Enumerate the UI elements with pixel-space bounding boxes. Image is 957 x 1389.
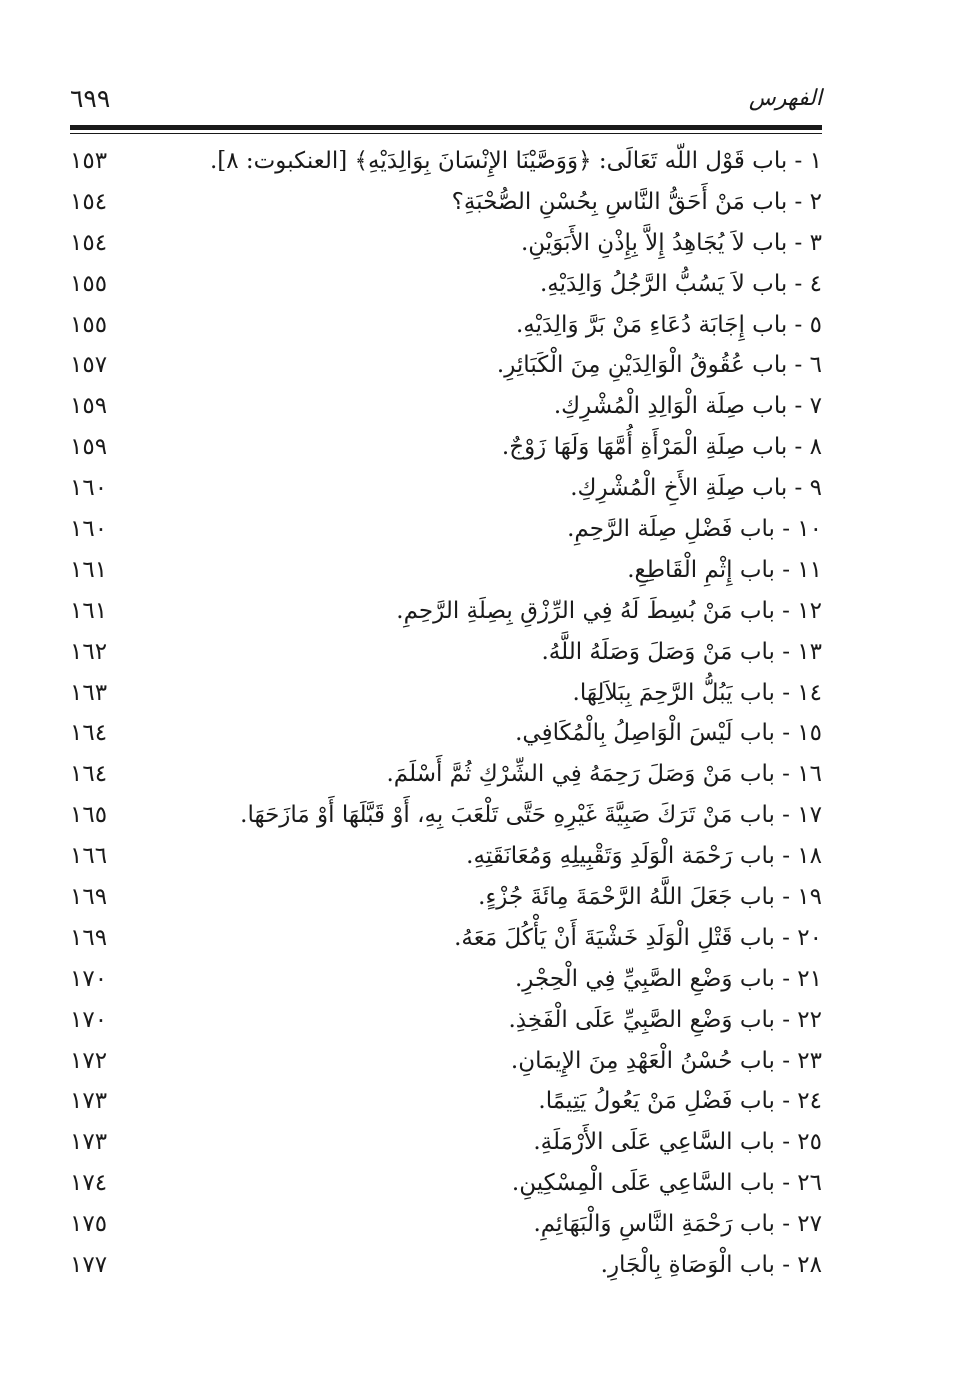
header-rule-thin	[70, 133, 822, 134]
toc-entry-page-number: ١٧٣	[70, 1088, 108, 1115]
toc-entry	[70, 263, 822, 304]
toc-entry-page-number: ١٦٣	[70, 679, 108, 706]
toc-entry-title: ٢٣ - باب حُسْنُ الْعَهْدِ مِنَ الإِيمَانِ.	[510, 1047, 822, 1074]
toc-entry	[70, 672, 822, 713]
toc-entry-page-number: ١٦٢	[70, 638, 108, 665]
toc-entry-title: ٣ - باب لاَ يُجَاهِدُ إِلاَّ بِإِذْنِ الأَبَوَيْنِ.	[520, 229, 822, 256]
toc-entry-page-number: ١٦٠	[70, 516, 108, 543]
toc-entry	[70, 304, 822, 345]
toc-entry-title: ٢٧ - باب رَحْمَةِ النَّاسِ وَالْبَهَائِمِ.	[533, 1211, 822, 1238]
toc-entry	[70, 1040, 822, 1081]
toc-entry	[70, 1244, 822, 1285]
toc-entry-page-number: ١٦٤	[70, 720, 108, 747]
toc-entry	[70, 1162, 822, 1203]
toc-entry-title: ٢٨ - باب الْوَصَاةِ بِالْجَارِ.	[600, 1252, 822, 1279]
toc-entry-page-number: ١٦٩	[70, 924, 108, 951]
toc-entry	[70, 917, 822, 958]
toc-entry-page-number: ١٥٥	[70, 311, 108, 338]
toc-entry-page-number: ١٥٧	[70, 352, 108, 379]
toc-entry-title: ١٣ - باب مَنْ وَصَلَ وَصَلَهُ اللَّهُ.	[541, 638, 822, 665]
toc-entry-title: ٢٢ - باب وَضْعِ الصَّبِيِّ عَلَى الْفَخِذِ.	[508, 1006, 822, 1033]
toc-entry	[70, 590, 822, 631]
toc-entry-page-number: ١٧٥	[70, 1211, 108, 1238]
running-title: الفهرس	[748, 86, 822, 111]
toc-entry-title: ١٨ - باب رَحْمَة الْوَلَدِ وَتَقْبِيلِهِ وَمُعَانَقَتِهِ.	[466, 843, 822, 870]
toc-entry-title: ١٧ - باب مَنْ تَرَكَ صَبِيَّةَ غَيْرِهِ حَتَّى تَلْعَبَ بِهِ، أَوْ قَبَّلَهَا أَوْ مَازَحَهَا.	[240, 802, 822, 829]
toc-entry	[70, 222, 822, 263]
page-header	[70, 84, 822, 124]
toc-entry-title: ٢٥ - باب السَّاعِي عَلَى الأَرْمَلَةِ.	[533, 1129, 822, 1156]
toc-entry	[70, 344, 822, 385]
toc-entry	[70, 467, 822, 508]
toc-entry-page-number: ١٧٠	[70, 1006, 108, 1033]
toc-entry	[70, 181, 822, 222]
toc-entry-page-number: ١٧٢	[70, 1047, 108, 1074]
toc-entry-title: ١ - باب قَوْل اللّه تَعَالَى: ﴿وَوَصَّيْنَا الإِنْسَانَ بِوَالِدَيْهِ﴾ [العنكبوت: ٨].	[209, 148, 822, 174]
toc-entry	[70, 753, 822, 794]
toc-entry-title: ١٢ - باب مَنْ بُسِطَ لَهُ فِي الرِّزْقِ بِصِلَةِ الرَّحِمِ.	[396, 597, 822, 624]
toc-entry-title: ١٠ - باب فَضْلِ صِلَة الرَّحِمِ.	[567, 516, 822, 543]
toc-entry-page-number: ١٦٤	[70, 761, 108, 788]
toc-entry	[70, 999, 822, 1040]
toc-entry-title: ٢١ - باب وَضْعِ الصَّبِيِّ فِي الْحِجْرِ.	[514, 965, 822, 992]
toc-entry-page-number: ١٥٤	[70, 229, 108, 256]
toc-entry-page-number: ١٦٥	[70, 802, 108, 829]
toc-entry	[70, 385, 822, 426]
toc-entry-page-number: ١٧٣	[70, 1129, 108, 1156]
toc-entry-title: ٦ - باب عُقُوقُ الْوَالِدَيْنِ مِنَ الْكَبَائِرِ.	[496, 352, 822, 379]
toc-entry-title: ١٩ - باب جَعَلَ اللَّهُ الرَّحْمَةَ مِائَةَ جُزْءٍ.	[478, 884, 822, 911]
toc-entry-title: ٩ - باب صِلَةِ الأَخِ الْمُشْرِكِ.	[570, 475, 822, 502]
toc-entry	[70, 549, 822, 590]
toc-entry-page-number: ١٧٠	[70, 965, 108, 992]
toc-entry	[70, 1080, 822, 1121]
toc-entry-title: ٢٤ - باب فَضْلِ مَنْ يَعُولُ يَتِيمًا.	[538, 1088, 822, 1115]
toc-entry	[70, 631, 822, 672]
toc-entry-title: ٥ - باب إِجَابَة دُعَاءِ مَنْ بَرَّ وَالِدَيْهِ.	[515, 311, 822, 338]
toc-entry-title: ٢٦ - باب السَّاعِي عَلَى الْمِسْكِينِ.	[511, 1170, 822, 1197]
toc-entry-title: ٤ - باب لاَ يَسُبُّ الرَّجُلُ وَالِدَيْهِ.	[539, 270, 822, 297]
toc-entry-page-number: ١٥٩	[70, 434, 108, 461]
toc-entry-page-number: ١٦١	[70, 597, 108, 624]
toc-entry	[70, 1121, 822, 1162]
toc-entry-title: ١٦ - باب مَنْ وَصَلَ رَحِمَهُ فِي الشِّرْكِ ثُمَّ أَسْلَمَ.	[386, 761, 822, 788]
toc-entry-page-number: ١٦٩	[70, 884, 108, 911]
toc-entry	[70, 140, 822, 181]
toc-entry	[70, 1203, 822, 1244]
toc-entry-title: ٧ - باب صِلَة الْوَالِدِ الْمُشْرِكِ.	[553, 393, 822, 420]
toc-entry-title: ١٤ - باب يَبُلُّ الرَّحِمَ بِبَلاَلِهَا.	[572, 679, 822, 706]
toc-entry-page-number: ١٥٩	[70, 393, 108, 420]
header-rule-thick	[70, 125, 822, 130]
toc-entry	[70, 835, 822, 876]
toc-entry	[70, 958, 822, 999]
toc-entry	[70, 876, 822, 917]
toc-entry-title: ٨ - باب صِلَةِ الْمَرْأَةِ أُمَّهَا وَلَهَا زَوْجٌ.	[501, 434, 822, 461]
toc-entry	[70, 426, 822, 467]
toc-entry-page-number: ١٦١	[70, 556, 108, 583]
toc-entry	[70, 508, 822, 549]
table-of-contents	[70, 140, 822, 1285]
toc-entry-page-number: ١٧٧	[70, 1252, 108, 1279]
toc-entry	[70, 794, 822, 835]
toc-entry-page-number: ١٥٤	[70, 188, 108, 215]
page-number: ٦٩٩	[70, 84, 111, 113]
toc-entry-page-number: ١٦٦	[70, 843, 108, 870]
toc-entry-page-number: ١٥٥	[70, 270, 108, 297]
toc-entry-title: ١١ - باب إِثْمِ الْقَاطِعِ.	[627, 556, 822, 583]
toc-entry-page-number: ١٦٠	[70, 475, 108, 502]
toc-entry-page-number: ١٧٤	[70, 1170, 108, 1197]
toc-entry-title: ١٥ - باب لَيْسَ الْوَاصِلُ بِالْمُكَافِي.	[515, 720, 822, 747]
toc-entry-title: ٢ - باب مَنْ أَحَقُّ النَّاسِ بِحُسْنِ الصُّحْبَةِ؟	[451, 188, 822, 215]
toc-entry-page-number: ١٥٣	[70, 148, 108, 174]
toc-entry	[70, 712, 822, 753]
toc-entry-title: ٢٠ - باب قَتْلِ الْوَلَدِ خَشْيَةَ أَنْ يَأْكُلَ مَعَهُ.	[454, 924, 822, 951]
